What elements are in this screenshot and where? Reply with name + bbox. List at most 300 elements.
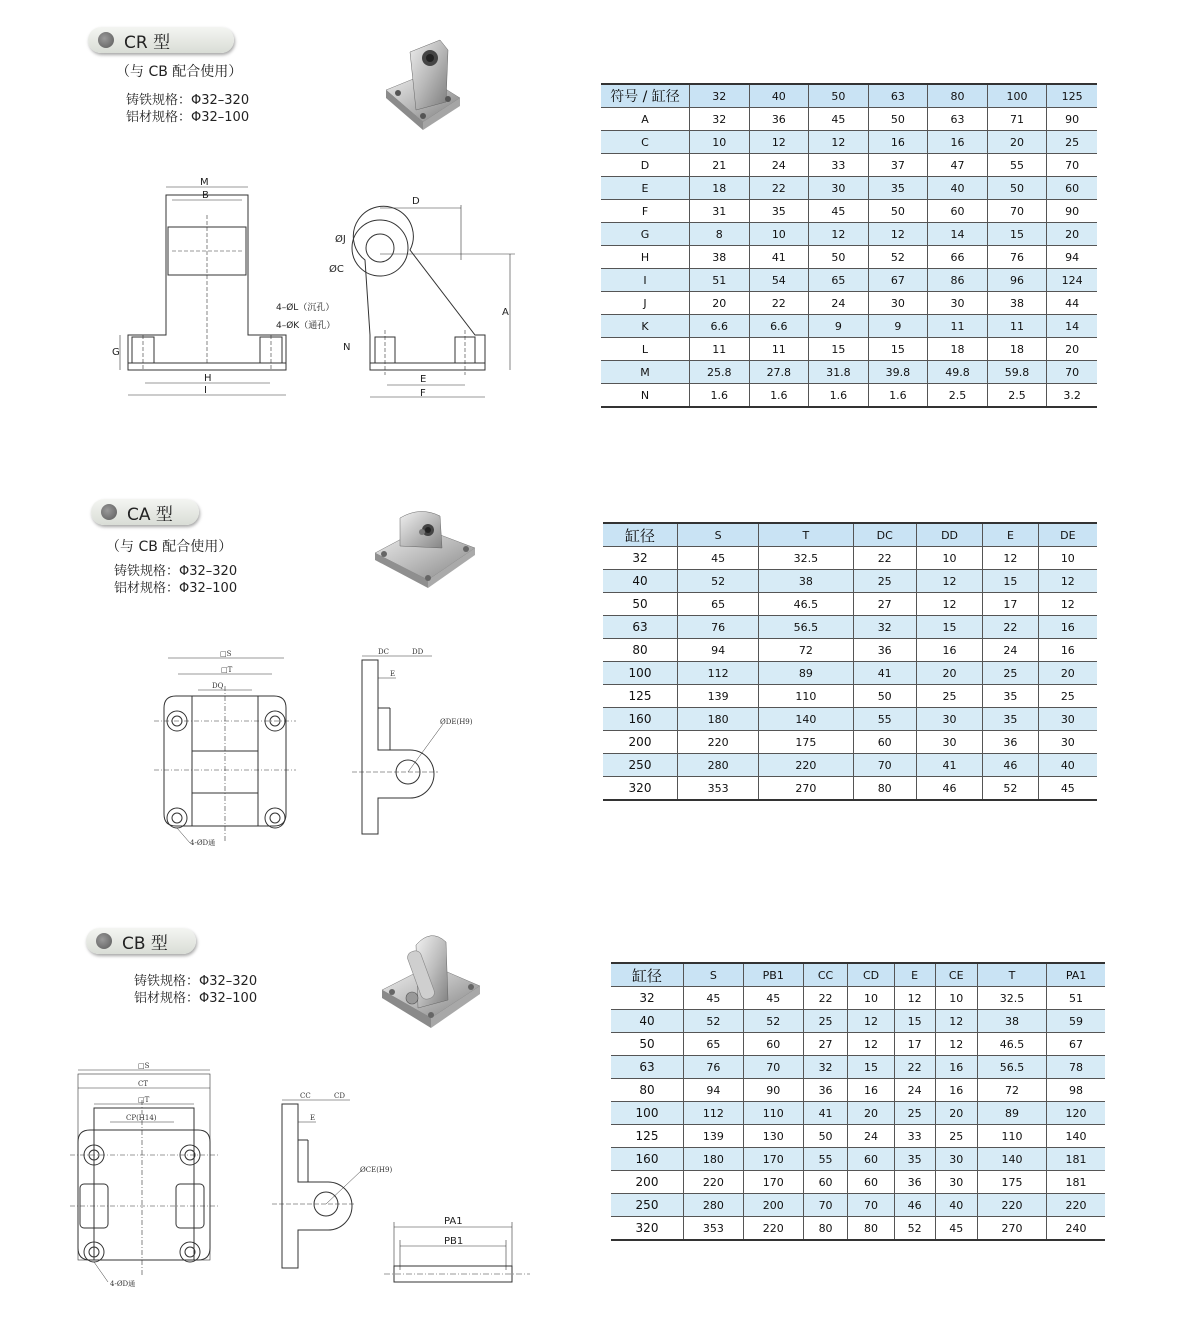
table-row xyxy=(603,708,1097,731)
table-row xyxy=(601,361,1097,384)
value-cell: 40 xyxy=(935,1194,977,1217)
value-cell: 41 xyxy=(803,1102,847,1125)
table-row xyxy=(601,223,1097,246)
ca-label-dq: DQ xyxy=(212,682,224,690)
table-row xyxy=(601,315,1097,338)
row-label-cell: L xyxy=(601,338,690,361)
value-cell: 181 xyxy=(1047,1171,1105,1194)
row-label-cell: 125 xyxy=(611,1125,684,1148)
row-label-cell: F xyxy=(601,200,690,223)
value-cell: 9 xyxy=(868,315,928,338)
ca-spec-iron: 铸铁规格：Φ32–320 xyxy=(114,564,238,579)
table-row xyxy=(603,547,1097,570)
value-cell: 70 xyxy=(743,1056,803,1079)
cr-spec-al: 铝材规格：Φ32–100 xyxy=(126,110,250,125)
value-cell: 14 xyxy=(928,223,988,246)
value-cell: 94 xyxy=(684,1079,744,1102)
cr-label-a: A xyxy=(502,307,509,318)
ca-side-drawing xyxy=(348,648,478,838)
value-cell: 21 xyxy=(690,154,750,177)
value-cell: 11 xyxy=(749,338,809,361)
value-cell: 46 xyxy=(916,777,982,801)
value-cell: 16 xyxy=(868,131,928,154)
cr-label-n: N xyxy=(343,342,351,353)
ca-front-drawing xyxy=(150,646,300,851)
value-cell: 60 xyxy=(853,731,916,754)
value-cell: 46.5 xyxy=(759,593,853,616)
value-cell: 20 xyxy=(1038,662,1097,685)
table-row xyxy=(601,200,1097,223)
table-row xyxy=(603,616,1097,639)
cr-th-2: 40 xyxy=(749,84,809,108)
value-cell: 52 xyxy=(684,1010,744,1033)
value-cell: 38 xyxy=(987,292,1047,315)
value-cell: 27 xyxy=(803,1033,847,1056)
cr-th-5: 80 xyxy=(928,84,988,108)
ca-subtitle: （与 CB 配合使用） xyxy=(106,539,233,555)
value-cell: 17 xyxy=(983,593,1038,616)
value-cell: 1.6 xyxy=(809,384,869,408)
row-label-cell: 200 xyxy=(611,1171,684,1194)
cr-title: CR 型 xyxy=(124,32,171,53)
cb-th-1: S xyxy=(684,963,744,987)
value-cell: 38 xyxy=(759,570,853,593)
value-cell: 10 xyxy=(916,547,982,570)
cb-product-photo xyxy=(376,920,486,1045)
cb-th-0: 缸径 xyxy=(611,963,684,987)
table-row xyxy=(611,987,1105,1010)
value-cell: 22 xyxy=(853,547,916,570)
value-cell: 50 xyxy=(987,177,1047,200)
value-cell: 52 xyxy=(678,570,759,593)
table-row xyxy=(603,754,1097,777)
value-cell: 35 xyxy=(983,685,1038,708)
value-cell: 49.8 xyxy=(928,361,988,384)
value-cell: 36 xyxy=(983,731,1038,754)
cr-label-k: 4–ØK（通孔） xyxy=(276,321,336,331)
value-cell: 220 xyxy=(1047,1194,1105,1217)
value-cell: 220 xyxy=(678,731,759,754)
value-cell: 15 xyxy=(916,616,982,639)
cr-th-6: 100 xyxy=(987,84,1047,108)
cb-spec-al: 铝材规格：Φ32–100 xyxy=(134,991,258,1006)
ca-label-de: ØDE(H9) xyxy=(440,718,473,726)
value-cell: 24 xyxy=(809,292,869,315)
cr-table-body xyxy=(601,108,1097,408)
row-label-cell: 320 xyxy=(603,777,678,801)
value-cell: 67 xyxy=(1047,1033,1105,1056)
value-cell: 15 xyxy=(894,1010,935,1033)
value-cell: 270 xyxy=(977,1217,1046,1241)
value-cell: 67 xyxy=(868,269,928,292)
row-label-cell: 63 xyxy=(603,616,678,639)
value-cell: 12 xyxy=(983,547,1038,570)
value-cell: 50 xyxy=(868,108,928,131)
value-cell: 52 xyxy=(868,246,928,269)
bullet-icon xyxy=(96,933,112,949)
value-cell: 70 xyxy=(987,200,1047,223)
table-row xyxy=(603,685,1097,708)
value-cell: 80 xyxy=(848,1217,895,1241)
value-cell: 24 xyxy=(983,639,1038,662)
cr-th-1: 32 xyxy=(690,84,750,108)
value-cell: 47 xyxy=(928,154,988,177)
value-cell: 220 xyxy=(684,1171,744,1194)
value-cell: 46.5 xyxy=(977,1033,1046,1056)
table-row xyxy=(601,292,1097,315)
cb-th-8: PA1 xyxy=(1047,963,1105,987)
row-label-cell: H xyxy=(601,246,690,269)
value-cell: 16 xyxy=(916,639,982,662)
cb-th-2: PB1 xyxy=(743,963,803,987)
value-cell: 60 xyxy=(803,1171,847,1194)
value-cell: 65 xyxy=(684,1033,744,1056)
cr-side-drawing xyxy=(325,190,525,405)
row-label-cell: 50 xyxy=(611,1033,684,1056)
value-cell: 46 xyxy=(894,1194,935,1217)
value-cell: 12 xyxy=(935,1010,977,1033)
cr-label-j: ØJ xyxy=(335,234,346,245)
value-cell: 11 xyxy=(690,338,750,361)
value-cell: 25 xyxy=(935,1125,977,1148)
value-cell: 180 xyxy=(678,708,759,731)
value-cell: 41 xyxy=(916,754,982,777)
value-cell: 280 xyxy=(684,1194,744,1217)
ca-th-4: DD xyxy=(916,523,982,547)
value-cell: 18 xyxy=(928,338,988,361)
value-cell: 10 xyxy=(690,131,750,154)
value-cell: 70 xyxy=(853,754,916,777)
ca-label-dc: DC xyxy=(378,648,389,656)
value-cell: 20 xyxy=(935,1102,977,1125)
value-cell: 40 xyxy=(928,177,988,200)
row-label-cell: D xyxy=(601,154,690,177)
value-cell: 12 xyxy=(809,223,869,246)
value-cell: 130 xyxy=(743,1125,803,1148)
value-cell: 181 xyxy=(1047,1148,1105,1171)
value-cell: 110 xyxy=(743,1102,803,1125)
value-cell: 38 xyxy=(977,1010,1046,1033)
table-row xyxy=(601,269,1097,292)
table-row xyxy=(603,731,1097,754)
cb-th-5: E xyxy=(894,963,935,987)
value-cell: 15 xyxy=(983,570,1038,593)
row-label-cell: 32 xyxy=(611,987,684,1010)
value-cell: 15 xyxy=(868,338,928,361)
value-cell: 353 xyxy=(684,1217,744,1241)
value-cell: 1.6 xyxy=(868,384,928,408)
value-cell: 24 xyxy=(848,1125,895,1148)
table-row xyxy=(601,108,1097,131)
bullet-icon xyxy=(98,32,114,48)
value-cell: 41 xyxy=(853,662,916,685)
value-cell: 15 xyxy=(987,223,1047,246)
cb-label-cd: CD xyxy=(334,1092,345,1100)
row-label-cell: G xyxy=(601,223,690,246)
cr-th-7: 125 xyxy=(1047,84,1097,108)
cb-pin-drawing xyxy=(380,1210,535,1290)
value-cell: 51 xyxy=(690,269,750,292)
row-label-cell: 320 xyxy=(611,1217,684,1241)
value-cell: 112 xyxy=(684,1102,744,1125)
value-cell: 59 xyxy=(1047,1010,1105,1033)
value-cell: 170 xyxy=(743,1171,803,1194)
table-row xyxy=(603,662,1097,685)
value-cell: 10 xyxy=(1038,547,1097,570)
value-cell: 30 xyxy=(935,1148,977,1171)
value-cell: 51 xyxy=(1047,987,1105,1010)
row-label-cell: I xyxy=(601,269,690,292)
row-label-cell: E xyxy=(601,177,690,200)
table-row xyxy=(611,1217,1105,1241)
value-cell: 25 xyxy=(894,1102,935,1125)
value-cell: 50 xyxy=(803,1125,847,1148)
ca-title: CA 型 xyxy=(127,504,173,525)
value-cell: 35 xyxy=(894,1148,935,1171)
ca-table-header xyxy=(603,523,1097,547)
value-cell: 76 xyxy=(678,616,759,639)
value-cell: 22 xyxy=(749,177,809,200)
value-cell: 27 xyxy=(853,593,916,616)
value-cell: 11 xyxy=(928,315,988,338)
value-cell: 200 xyxy=(743,1194,803,1217)
cr-label-f: F xyxy=(420,388,426,399)
value-cell: 33 xyxy=(809,154,869,177)
value-cell: 52 xyxy=(743,1010,803,1033)
cr-th-4: 63 xyxy=(868,84,928,108)
value-cell: 15 xyxy=(848,1056,895,1079)
value-cell: 36 xyxy=(894,1171,935,1194)
row-label-cell: 32 xyxy=(603,547,678,570)
table-row xyxy=(611,1056,1105,1079)
value-cell: 56.5 xyxy=(759,616,853,639)
value-cell: 45 xyxy=(935,1217,977,1241)
value-cell: 50 xyxy=(853,685,916,708)
cb-th-4: CD xyxy=(848,963,895,987)
row-label-cell: 160 xyxy=(603,708,678,731)
value-cell: 6.6 xyxy=(749,315,809,338)
table-row xyxy=(601,154,1097,177)
value-cell: 170 xyxy=(743,1148,803,1171)
ca-th-2: T xyxy=(759,523,853,547)
value-cell: 30 xyxy=(868,292,928,315)
row-label-cell: 125 xyxy=(603,685,678,708)
cr-front-drawing xyxy=(100,175,300,405)
value-cell: 16 xyxy=(848,1079,895,1102)
table-row xyxy=(611,1125,1105,1148)
value-cell: 22 xyxy=(894,1056,935,1079)
row-label-cell: 100 xyxy=(611,1102,684,1125)
value-cell: 35 xyxy=(983,708,1038,731)
value-cell: 16 xyxy=(1038,639,1097,662)
value-cell: 110 xyxy=(977,1125,1046,1148)
value-cell: 45 xyxy=(809,200,869,223)
cr-spec-table xyxy=(601,83,1097,408)
value-cell: 30 xyxy=(1038,708,1097,731)
value-cell: 45 xyxy=(1038,777,1097,801)
value-cell: 38 xyxy=(690,246,750,269)
cb-title-badge xyxy=(86,928,196,954)
value-cell: 16 xyxy=(935,1079,977,1102)
value-cell: 140 xyxy=(977,1148,1046,1171)
row-label-cell: J xyxy=(601,292,690,315)
row-label-cell: 50 xyxy=(603,593,678,616)
value-cell: 86 xyxy=(928,269,988,292)
value-cell: 80 xyxy=(803,1217,847,1241)
row-label-cell: 40 xyxy=(611,1010,684,1033)
table-row xyxy=(611,1171,1105,1194)
value-cell: 20 xyxy=(848,1102,895,1125)
value-cell: 20 xyxy=(916,662,982,685)
value-cell: 32 xyxy=(853,616,916,639)
value-cell: 66 xyxy=(928,246,988,269)
value-cell: 25 xyxy=(916,685,982,708)
value-cell: 220 xyxy=(759,754,853,777)
value-cell: 30 xyxy=(928,292,988,315)
value-cell: 9 xyxy=(809,315,869,338)
value-cell: 45 xyxy=(684,987,744,1010)
value-cell: 25 xyxy=(1047,131,1097,154)
value-cell: 3.2 xyxy=(1047,384,1097,408)
value-cell: 25 xyxy=(1038,685,1097,708)
value-cell: 8 xyxy=(690,223,750,246)
row-label-cell: 200 xyxy=(603,731,678,754)
cr-label-g: G xyxy=(112,347,120,358)
value-cell: 120 xyxy=(1047,1102,1105,1125)
value-cell: 12 xyxy=(1038,570,1097,593)
row-label-cell: A xyxy=(601,108,690,131)
value-cell: 12 xyxy=(809,131,869,154)
value-cell: 22 xyxy=(749,292,809,315)
cb-label-ce: ØCE(H9) xyxy=(360,1166,393,1174)
value-cell: 139 xyxy=(678,685,759,708)
ca-spec-table xyxy=(603,522,1097,801)
cr-title-badge xyxy=(88,27,234,53)
value-cell: 94 xyxy=(678,639,759,662)
value-cell: 76 xyxy=(684,1056,744,1079)
value-cell: 30 xyxy=(916,708,982,731)
value-cell: 2.5 xyxy=(928,384,988,408)
table-row xyxy=(611,1148,1105,1171)
value-cell: 180 xyxy=(684,1148,744,1171)
row-label-cell: N xyxy=(601,384,690,408)
table-row xyxy=(601,131,1097,154)
value-cell: 32.5 xyxy=(977,987,1046,1010)
value-cell: 22 xyxy=(983,616,1038,639)
cb-spec-iron: 铸铁规格：Φ32–320 xyxy=(134,974,258,989)
value-cell: 20 xyxy=(1047,338,1097,361)
cb-label-ct: CT xyxy=(138,1080,149,1088)
ca-th-5: E xyxy=(983,523,1038,547)
value-cell: 1.6 xyxy=(749,384,809,408)
value-cell: 22 xyxy=(803,987,847,1010)
cr-product-photo xyxy=(368,30,468,135)
value-cell: 25 xyxy=(983,662,1038,685)
cb-front-drawing xyxy=(70,1060,220,1290)
value-cell: 70 xyxy=(803,1194,847,1217)
bullet-icon xyxy=(101,504,117,520)
value-cell: 110 xyxy=(759,685,853,708)
cb-spec-table xyxy=(611,962,1105,1241)
cb-label-cc: CC xyxy=(300,1092,311,1100)
cr-label-m: M xyxy=(200,177,209,188)
cr-label-c: ØC xyxy=(329,264,344,275)
value-cell: 96 xyxy=(987,269,1047,292)
value-cell: 17 xyxy=(894,1033,935,1056)
cr-th-3: 50 xyxy=(809,84,869,108)
value-cell: 72 xyxy=(977,1079,1046,1102)
cb-label-e: E xyxy=(310,1114,316,1122)
ca-th-0: 缸径 xyxy=(603,523,678,547)
cr-label-i: I xyxy=(204,385,207,396)
value-cell: 37 xyxy=(868,154,928,177)
value-cell: 60 xyxy=(848,1148,895,1171)
value-cell: 353 xyxy=(678,777,759,801)
table-row xyxy=(603,639,1097,662)
value-cell: 70 xyxy=(1047,154,1097,177)
value-cell: 65 xyxy=(678,593,759,616)
value-cell: 89 xyxy=(977,1102,1046,1125)
value-cell: 139 xyxy=(684,1125,744,1148)
value-cell: 41 xyxy=(749,246,809,269)
value-cell: 12 xyxy=(848,1033,895,1056)
value-cell: 71 xyxy=(987,108,1047,131)
value-cell: 89 xyxy=(759,662,853,685)
value-cell: 56.5 xyxy=(977,1056,1046,1079)
value-cell: 112 xyxy=(678,662,759,685)
ca-label-t: □T xyxy=(221,666,233,674)
cb-label-pb1: PB1 xyxy=(444,1236,464,1247)
value-cell: 90 xyxy=(1047,200,1097,223)
value-cell: 10 xyxy=(935,987,977,1010)
ca-th-3: DC xyxy=(853,523,916,547)
value-cell: 70 xyxy=(848,1194,895,1217)
cr-spec-iron: 铸铁规格：Φ32–320 xyxy=(126,93,250,108)
cb-label-pa1: PA1 xyxy=(444,1216,463,1227)
cb-th-3: CC xyxy=(803,963,847,987)
value-cell: 32.5 xyxy=(759,547,853,570)
value-cell: 175 xyxy=(977,1171,1046,1194)
ca-th-6: DE xyxy=(1038,523,1097,547)
value-cell: 11 xyxy=(987,315,1047,338)
value-cell: 65 xyxy=(809,269,869,292)
ca-spec-al: 铝材规格：Φ32–100 xyxy=(114,581,238,596)
row-label-cell: 80 xyxy=(603,639,678,662)
value-cell: 280 xyxy=(678,754,759,777)
value-cell: 39.8 xyxy=(868,361,928,384)
value-cell: 80 xyxy=(853,777,916,801)
cb-label-cp: CP(H14) xyxy=(126,1114,157,1122)
value-cell: 1.6 xyxy=(690,384,750,408)
value-cell: 59.8 xyxy=(987,361,1047,384)
value-cell: 46 xyxy=(983,754,1038,777)
value-cell: 90 xyxy=(743,1079,803,1102)
value-cell: 44 xyxy=(1047,292,1097,315)
value-cell: 12 xyxy=(749,131,809,154)
row-label-cell: 63 xyxy=(611,1056,684,1079)
value-cell: 25.8 xyxy=(690,361,750,384)
value-cell: 55 xyxy=(987,154,1047,177)
value-cell: 18 xyxy=(987,338,1047,361)
cb-th-6: CE xyxy=(935,963,977,987)
value-cell: 30 xyxy=(809,177,869,200)
value-cell: 12 xyxy=(894,987,935,1010)
table-row xyxy=(601,338,1097,361)
ca-label-s: □S xyxy=(220,650,232,658)
value-cell: 20 xyxy=(690,292,750,315)
ca-title-badge xyxy=(91,499,199,525)
value-cell: 45 xyxy=(678,547,759,570)
